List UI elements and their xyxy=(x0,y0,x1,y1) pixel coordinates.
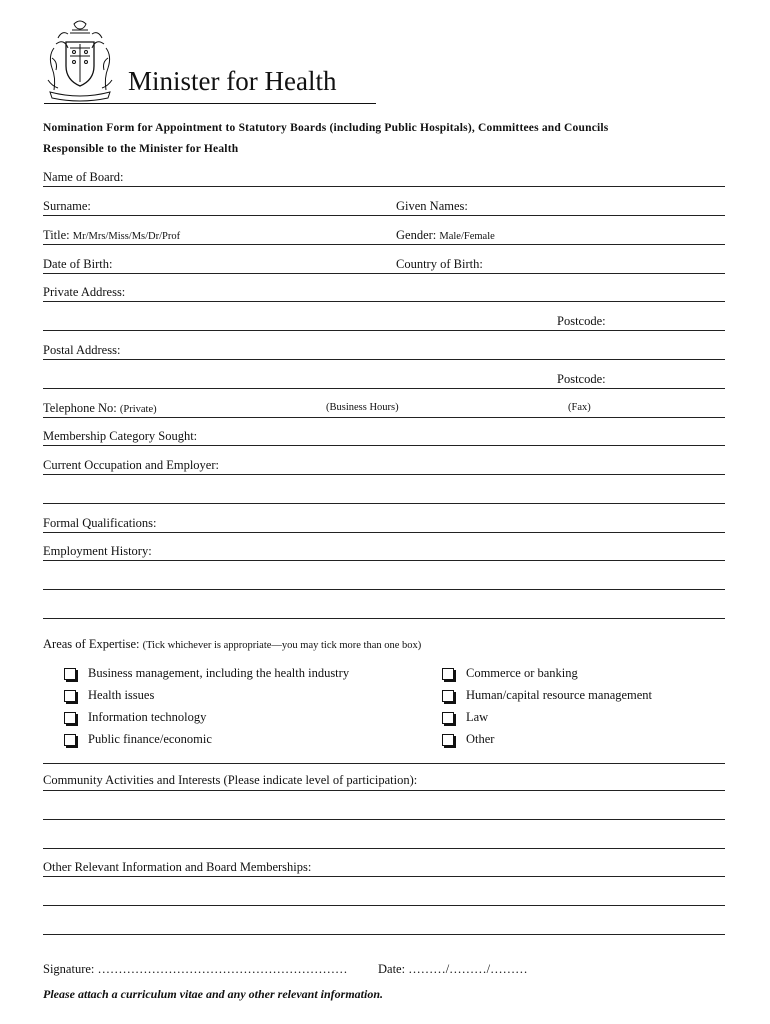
community-field-3[interactable] xyxy=(43,848,725,849)
postal-address-field-1[interactable] xyxy=(43,359,725,360)
form-heading-line-1: Nomination Form for Appointment to Statutory Boards (including Public Hospitals), Committees and Councils xyxy=(43,122,609,134)
community-field-2[interactable] xyxy=(43,819,725,820)
employment-history-field-2[interactable] xyxy=(43,589,725,590)
telephone-business-label: (Business Hours) xyxy=(326,402,399,413)
telephone-private-label: (Private) xyxy=(119,404,157,415)
occupation-field-2[interactable] xyxy=(43,503,725,504)
expertise-option-label: Health issues xyxy=(88,688,155,702)
occupation-label: Current Occupation and Employer: xyxy=(43,458,219,472)
expertise-checkbox[interactable] xyxy=(64,668,76,680)
telephone-label: Telephone No: xyxy=(43,401,117,415)
page-title: Minister for Health xyxy=(128,66,337,96)
expertise-option-label: Law xyxy=(466,710,489,724)
employment-history-field-3[interactable] xyxy=(43,618,725,619)
surname-given-names-field[interactable] xyxy=(43,215,725,216)
qualifications-field[interactable] xyxy=(43,532,725,533)
qualifications-label: Formal Qualifications: xyxy=(43,516,157,530)
membership-category-field[interactable] xyxy=(43,445,725,446)
expertise-option-label: Commerce or banking xyxy=(466,666,578,680)
telephone-field-label xyxy=(43,401,157,416)
postal-address-field-2[interactable] xyxy=(43,388,725,389)
expertise-checkbox[interactable] xyxy=(442,668,454,680)
name-of-board-field[interactable] xyxy=(43,186,725,187)
country-of-birth-label: Country of Birth: xyxy=(396,257,483,271)
signature-line[interactable]: Signature: …………………………………………………… xyxy=(43,962,348,976)
expertise-option-label: Business management, including the health industry xyxy=(88,666,350,680)
date-line[interactable]: Date: ………/………/……… xyxy=(378,962,528,976)
expertise-divider xyxy=(43,763,725,764)
telephone-field[interactable] xyxy=(43,417,725,418)
dob-label: Date of Birth: xyxy=(43,257,113,271)
other-info-field-3[interactable] xyxy=(43,934,725,935)
postcode-label-2: Postcode: xyxy=(557,372,606,386)
form-heading-line-2: Responsible to the Minister for Health xyxy=(43,143,239,155)
postcode-label-1: Postcode: xyxy=(557,314,606,328)
title-underline xyxy=(44,103,376,104)
expertise-label: Areas of Expertise: xyxy=(43,637,140,651)
form-heading xyxy=(43,118,733,160)
expertise-hint: (Tick whichever is appropriate—you may tick more than one box) xyxy=(142,640,422,651)
membership-category-label: Membership Category Sought: xyxy=(43,429,198,443)
private-address-field-1[interactable] xyxy=(43,301,725,302)
employment-history-field-1[interactable] xyxy=(43,560,725,561)
title-options: Mr/Mrs/Miss/Ms/Dr/Prof xyxy=(72,231,181,242)
private-address-label: Private Address: xyxy=(43,285,126,299)
telephone-fax-label: (Fax) xyxy=(568,402,591,413)
expertise-checkbox[interactable] xyxy=(64,712,76,724)
postal-address-label: Postal Address: xyxy=(43,343,121,357)
footer-note: Please attach a curriculum vitae and any other relevant information. xyxy=(43,987,384,1001)
surname-label: Surname: xyxy=(43,199,91,213)
given-names-label: Given Names: xyxy=(396,199,468,213)
title-label: Title: xyxy=(43,228,70,242)
coat-of-arms-logo xyxy=(44,18,116,102)
gender-options: Male/Female xyxy=(439,231,495,242)
occupation-field-1[interactable] xyxy=(43,474,725,475)
other-info-label: Other Relevant Information and Board Memberships: xyxy=(43,860,312,874)
gender-field-label xyxy=(396,228,495,243)
gender-label: Gender: xyxy=(396,228,437,242)
expertise-checkbox[interactable] xyxy=(442,734,454,746)
expertise-checkbox[interactable] xyxy=(442,712,454,724)
expertise-checkbox[interactable] xyxy=(64,690,76,702)
community-label: Community Activities and Interests (Please indicate level of participation): xyxy=(43,773,418,787)
expertise-option-label: Other xyxy=(466,732,495,746)
expertise-option-label: Public finance/economic xyxy=(88,732,212,746)
expertise-heading xyxy=(43,637,421,652)
private-address-field-2[interactable] xyxy=(43,330,725,331)
expertise-option-label: Information technology xyxy=(88,710,207,724)
other-info-field-2[interactable] xyxy=(43,905,725,906)
title-gender-field[interactable] xyxy=(43,244,725,245)
title-field-label xyxy=(43,228,180,243)
name-of-board-label: Name of Board: xyxy=(43,170,124,184)
other-info-field-1[interactable] xyxy=(43,876,725,877)
employment-history-label: Employment History: xyxy=(43,544,152,558)
expertise-option-label: Human/capital resource management xyxy=(466,688,653,702)
expertise-checkbox[interactable] xyxy=(64,734,76,746)
expertise-checkbox[interactable] xyxy=(442,690,454,702)
dob-country-field[interactable] xyxy=(43,273,725,274)
community-field-1[interactable] xyxy=(43,790,725,791)
